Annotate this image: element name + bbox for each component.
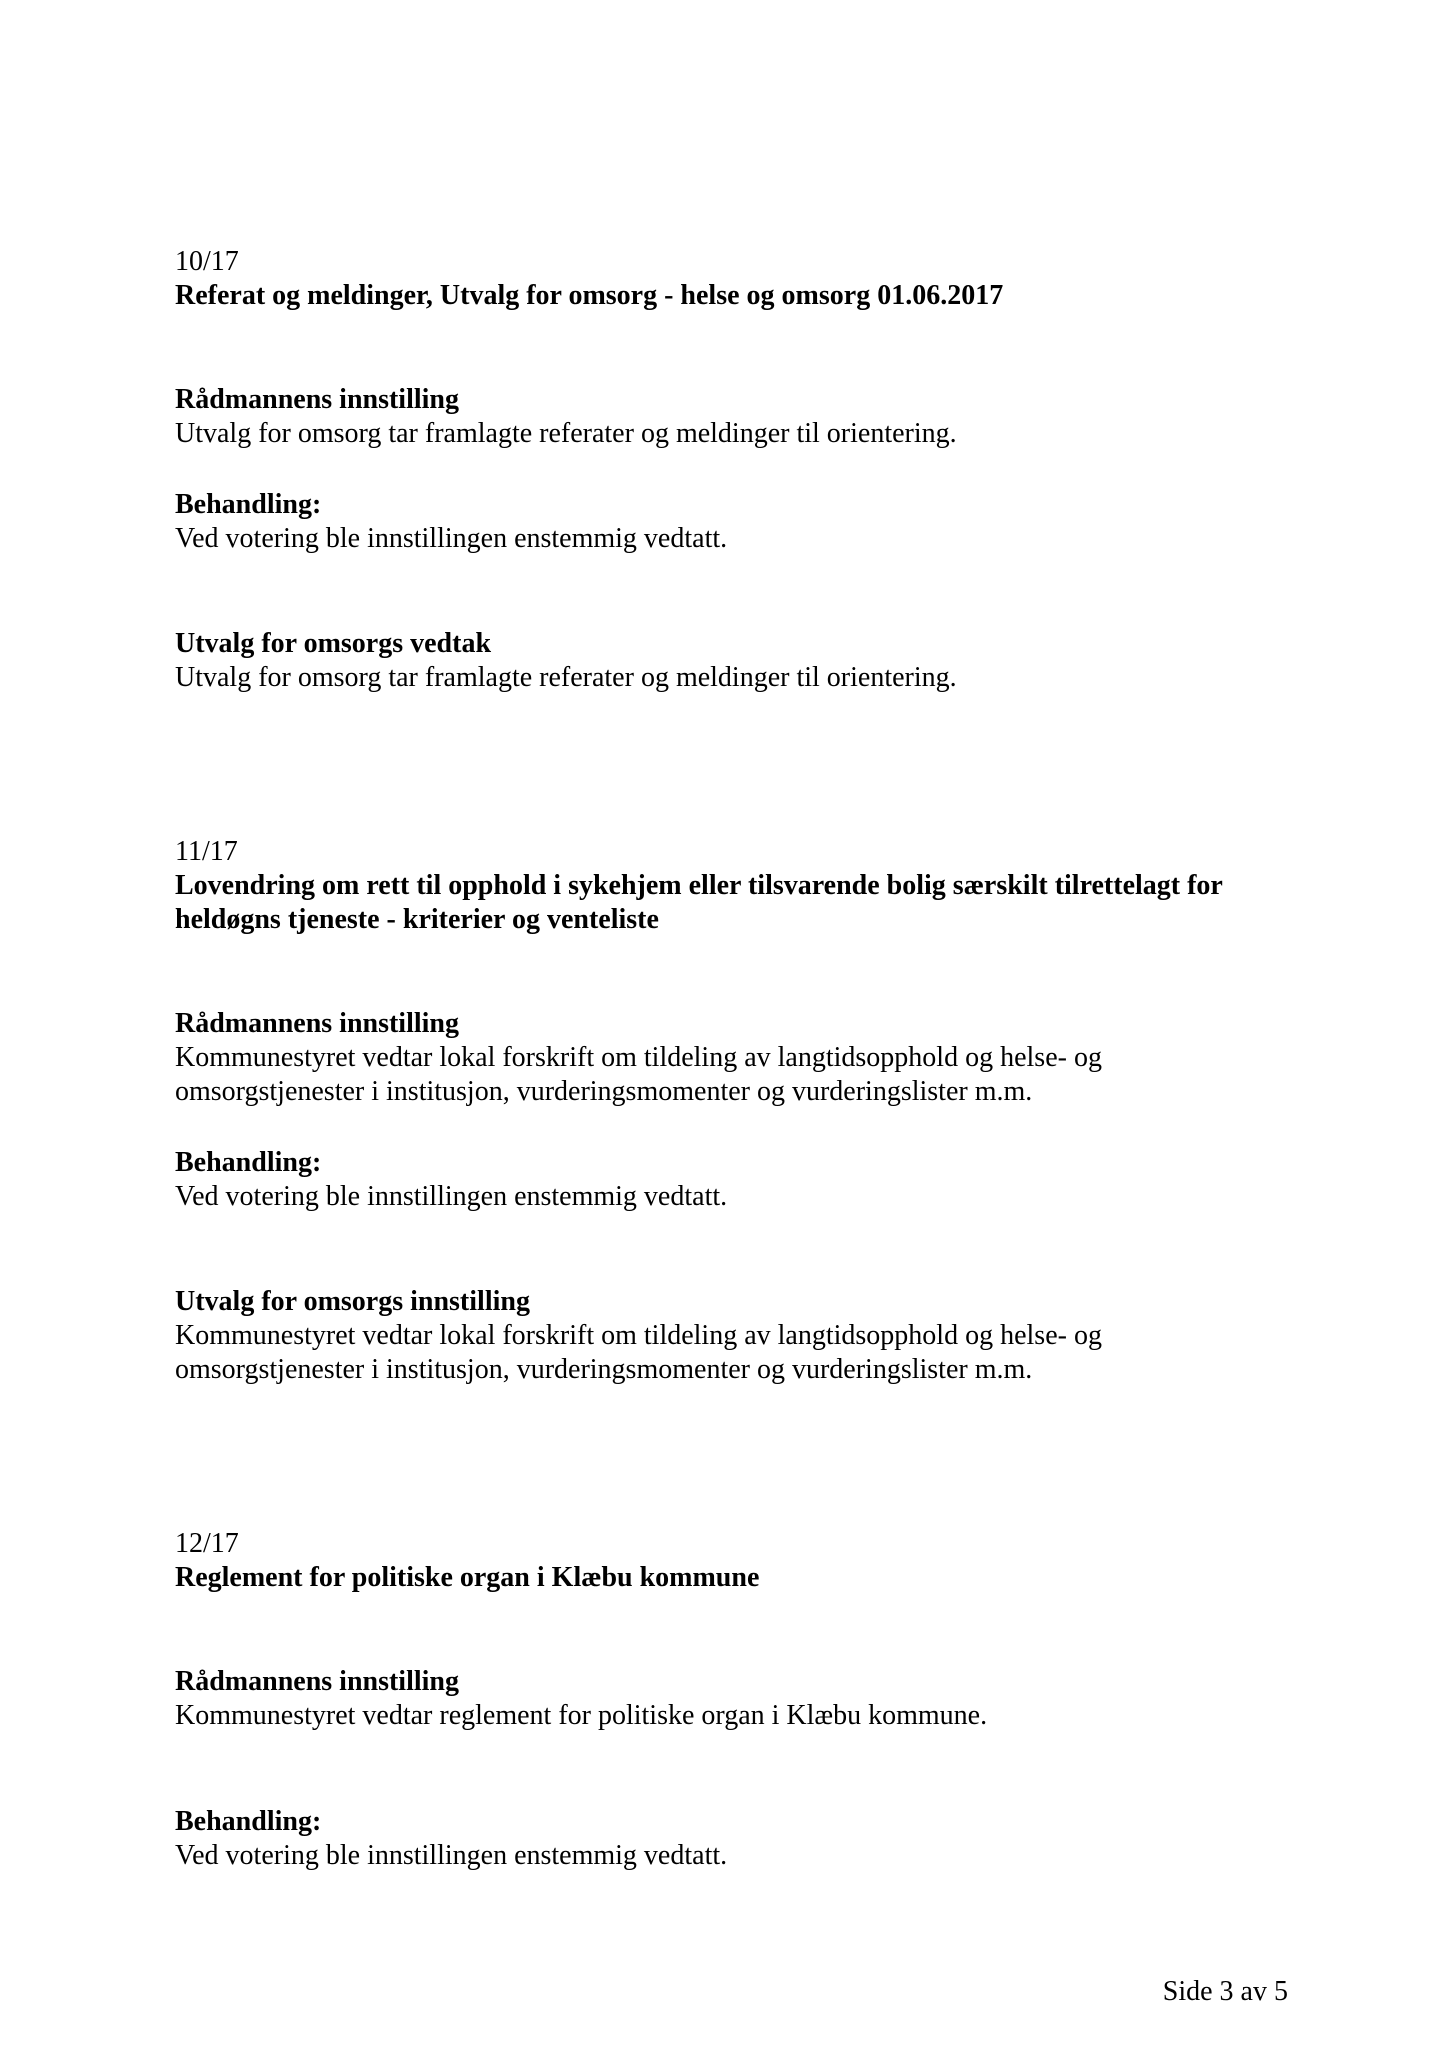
section-text-line: omsorgstjenester i institusjon, vurderingsmomenter og vurderingslister m.m. xyxy=(175,1354,1033,1385)
section-text: Kommunestyret vedtar reglement for politiske organ i Klæbu kommune. xyxy=(175,1700,988,1731)
section-text-line: Kommunestyret vedtar lokal forskrift om tildeling av langtidsopphold og helse- og xyxy=(175,1320,1102,1351)
case-number: 12/17 xyxy=(175,1528,239,1559)
section-text-line: omsorgstjenester i institusjon, vurderingsmomenter og vurderingslister m.m. xyxy=(175,1076,1033,1107)
case-title-line: heldøgns tjeneste - kriterier og venteliste xyxy=(175,904,659,935)
section-heading: Rådmannens innstilling xyxy=(175,1008,459,1039)
section-text: Ved votering ble innstillingen enstemmig vedtatt. xyxy=(175,1840,728,1871)
section-heading: Utvalg for omsorgs innstilling xyxy=(175,1286,530,1317)
section-text: Ved votering ble innstillingen enstemmig vedtatt. xyxy=(175,1181,728,1212)
case-number: 10/17 xyxy=(175,246,239,277)
section-heading: Behandling: xyxy=(175,1147,322,1178)
case-title: Reglement for politiske organ i Klæbu kommune xyxy=(175,1562,760,1593)
section-heading: Utvalg for omsorgs vedtak xyxy=(175,628,492,659)
section-heading: Behandling: xyxy=(175,489,322,520)
section-text: Utvalg for omsorg tar framlagte referater og meldinger til orientering. xyxy=(175,418,957,449)
section-heading: Behandling: xyxy=(175,1806,322,1837)
case-title-line: Lovendring om rett til opphold i sykehjem eller tilsvarende bolig særskilt tilrettelagt for xyxy=(175,870,1223,901)
section-text: Ved votering ble innstillingen enstemmig vedtatt. xyxy=(175,523,728,554)
section-text-line: Kommunestyret vedtar lokal forskrift om tildeling av langtidsopphold og helse- og xyxy=(175,1042,1102,1073)
section-heading: Rådmannens innstilling xyxy=(175,1666,459,1697)
case-number: 11/17 xyxy=(175,836,238,867)
section-heading: Rådmannens innstilling xyxy=(175,384,459,415)
section-text: Utvalg for omsorg tar framlagte referater og meldinger til orientering. xyxy=(175,662,957,693)
case-title: Referat og meldinger, Utvalg for omsorg - helse og omsorg 01.06.2017 xyxy=(175,280,1004,311)
page-number: Side 3 av 5 xyxy=(1162,1976,1288,2007)
